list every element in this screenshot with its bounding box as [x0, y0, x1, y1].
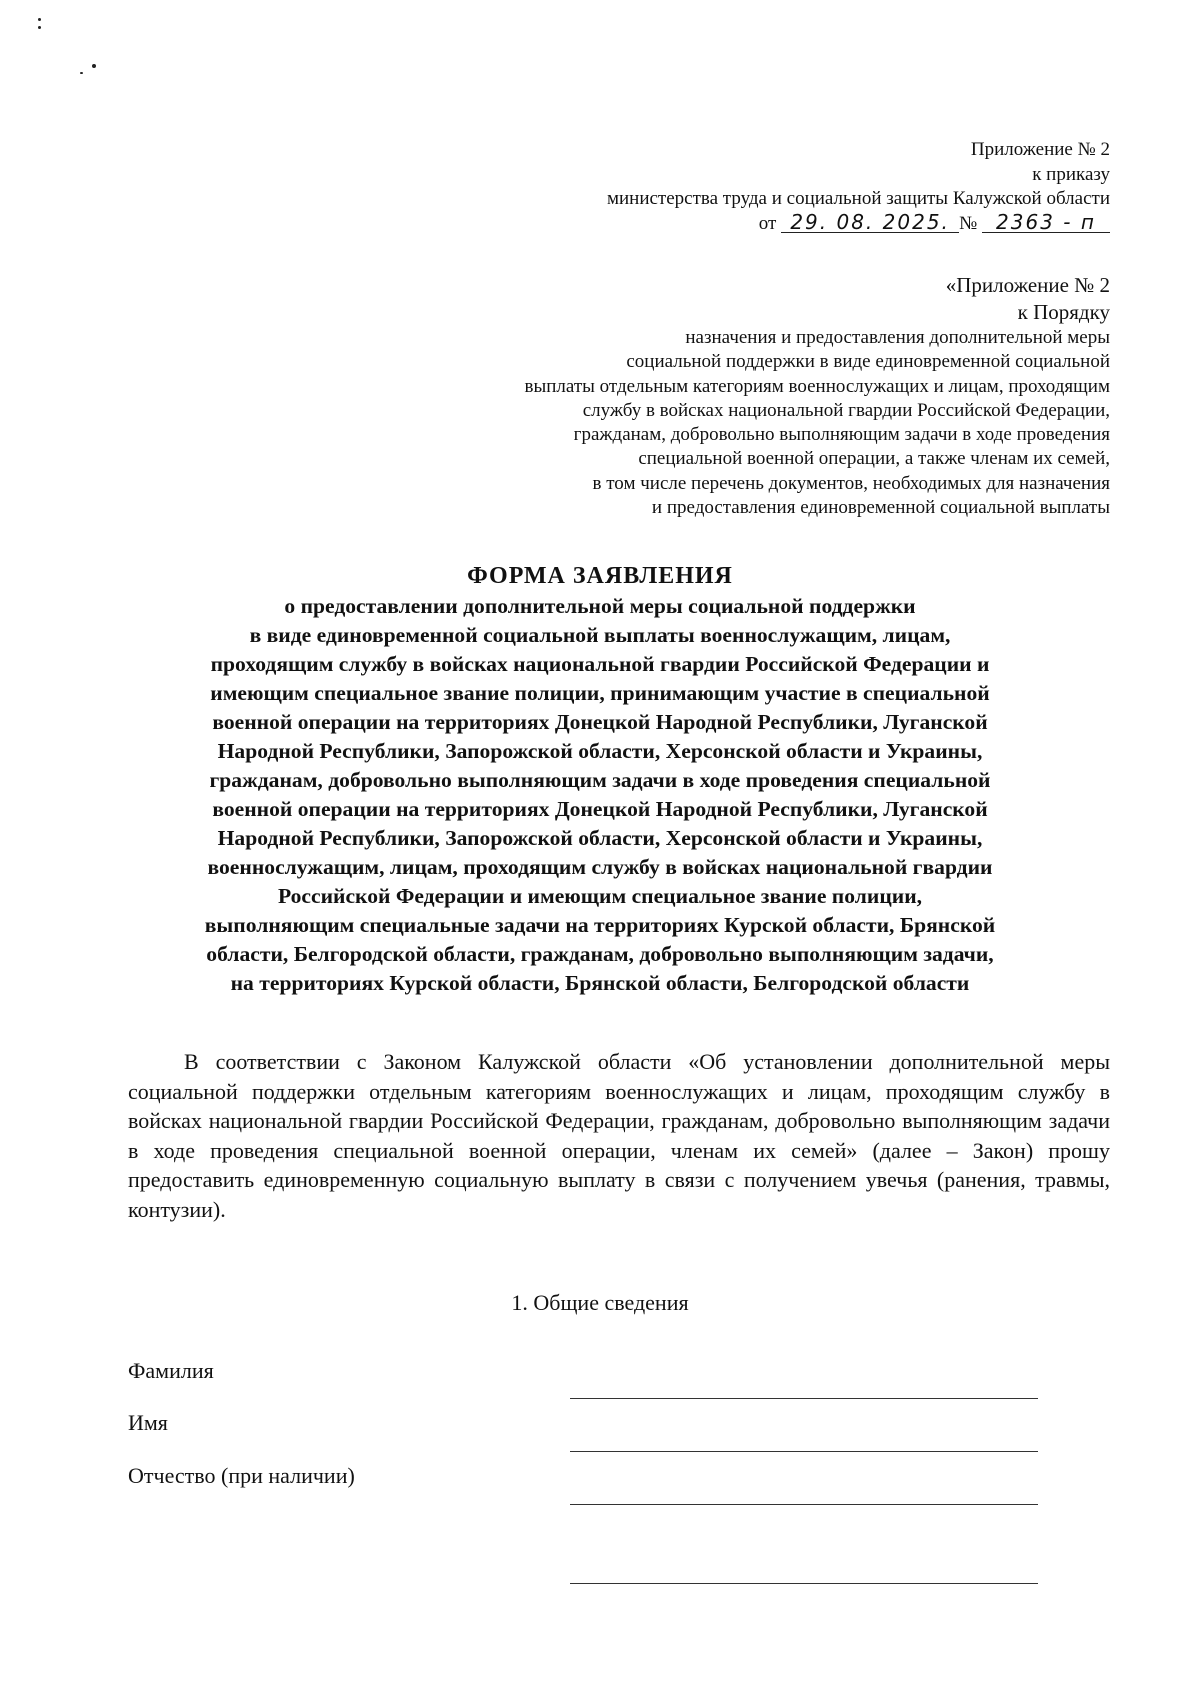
appendix-procedure-header: [525, 272, 1110, 520]
appendix-procedure-text: специальной военной операции, а также членам их семей,: [638, 448, 1110, 470]
form-title-line: области, Белгородской области, гражданам, добровольно выполняющим задачи,: [206, 942, 994, 966]
surname-input-line[interactable]: [570, 1398, 1038, 1399]
appendix-order-line3: министерства труда и социальной защиты Калужской области: [606, 188, 1110, 209]
form-title-line: военнослужащим, лицам, проходящим службу в войсках национальной гвардии: [207, 855, 993, 879]
patronymic-input-line[interactable]: [570, 1504, 1038, 1505]
appendix-procedure-line1: «Приложение № 2: [945, 273, 1110, 297]
name-label: Имя: [128, 1410, 168, 1435]
form-title-line: военной операции на территориях Донецкой Народной Республики, Луганской: [212, 710, 988, 734]
order-date-row: [758, 209, 1110, 237]
form-title-line: на территориях Курской области, Брянской области, Белгородской области: [230, 971, 970, 995]
appendix-procedure-text: и предоставления единовременной социальной выплаты: [651, 497, 1110, 519]
body-paragraph: В соответствии с Законом Калужской области «Об установлении дополнительной меры социальной поддержки отдельным категориям военнослужащих и лицам, проходящим службу в войсках национальной гвардии Российской Федерации, гражданам, добровольно выполняющим задачи в ходе проведения специальной военной операции, членам их семей» (далее – Закон) прошу предоставить единовременную социальную выплату в связи с получением увечья (ранения, травмы, контузии).: [128, 1049, 1110, 1222]
form-title-line: имеющим специальное звание полиции, принимающим участие в специальной: [210, 681, 990, 705]
scan-speck: [80, 72, 83, 74]
patronymic-label: Отчество (при наличии): [128, 1463, 355, 1488]
form-title-line: выполняющим специальные задачи на территориях Курской области, Брянской: [204, 913, 996, 937]
section-title: 1. Общие сведения: [511, 1290, 689, 1315]
form-title-line: военной операции на территориях Донецкой Народной Республики, Луганской: [212, 797, 988, 821]
form-title: [120, 560, 1080, 998]
appendix-procedure-text: назначения и предоставления дополнительной меры: [685, 327, 1110, 348]
form-title-line: гражданам, добровольно выполняющим задачи в ходе проведения специальной: [209, 768, 991, 792]
handwritten-number: 2363 - п: [982, 212, 1110, 233]
form-title-line: проходящим службу в войсках национальной гвардии Российской Федерации и: [210, 652, 990, 676]
appendix-procedure-text: социальной поддержки в виде единовременной социальной: [626, 351, 1110, 373]
handwritten-date: 29. 08. 2025.: [781, 212, 959, 233]
form-title-line: о предоставлении дополнительной меры социальной поддержки: [284, 594, 916, 618]
form-title-line: Народной Республики, Запорожской области, Херсонской области и Украины,: [217, 739, 983, 763]
form-title-main: ФОРМА ЗАЯВЛЕНИЯ: [467, 563, 733, 589]
appendix-order-line1: Приложение № 2: [970, 139, 1110, 160]
appendix-procedure-line2: к Порядку: [1017, 300, 1110, 324]
number-prefix: №: [959, 212, 978, 234]
scan-speck: [38, 18, 41, 21]
surname-label: Фамилия: [128, 1358, 214, 1383]
form-title-line: в виде единовременной социальной выплаты военнослужащим, лицам,: [249, 623, 951, 647]
extra-input-line[interactable]: [570, 1583, 1038, 1584]
form-title-line: Российской Федерации и имеющим специальное звание полиции,: [277, 884, 923, 908]
appendix-procedure-text: выплаты отдельным категориям военнослужащих и лицам, проходящим: [524, 375, 1110, 397]
form-title-line: Народной Республики, Запорожской области, Херсонской области и Украины,: [217, 826, 983, 850]
date-prefix: от: [758, 212, 777, 234]
appendix-procedure-text: в том числе перечень документов, необходимых для назначения: [592, 472, 1110, 494]
scan-speck: [92, 64, 96, 68]
scan-speck: [38, 26, 41, 29]
name-input-line[interactable]: [570, 1451, 1038, 1452]
appendix-order-header: [607, 138, 1110, 236]
appendix-procedure-text: службу в войсках национальной гвардии Российской Федерации,: [582, 399, 1110, 421]
appendix-procedure-text: гражданам, добровольно выполняющим задачи в ходе проведения: [573, 424, 1110, 446]
appendix-order-line2: к приказу: [1032, 163, 1110, 185]
